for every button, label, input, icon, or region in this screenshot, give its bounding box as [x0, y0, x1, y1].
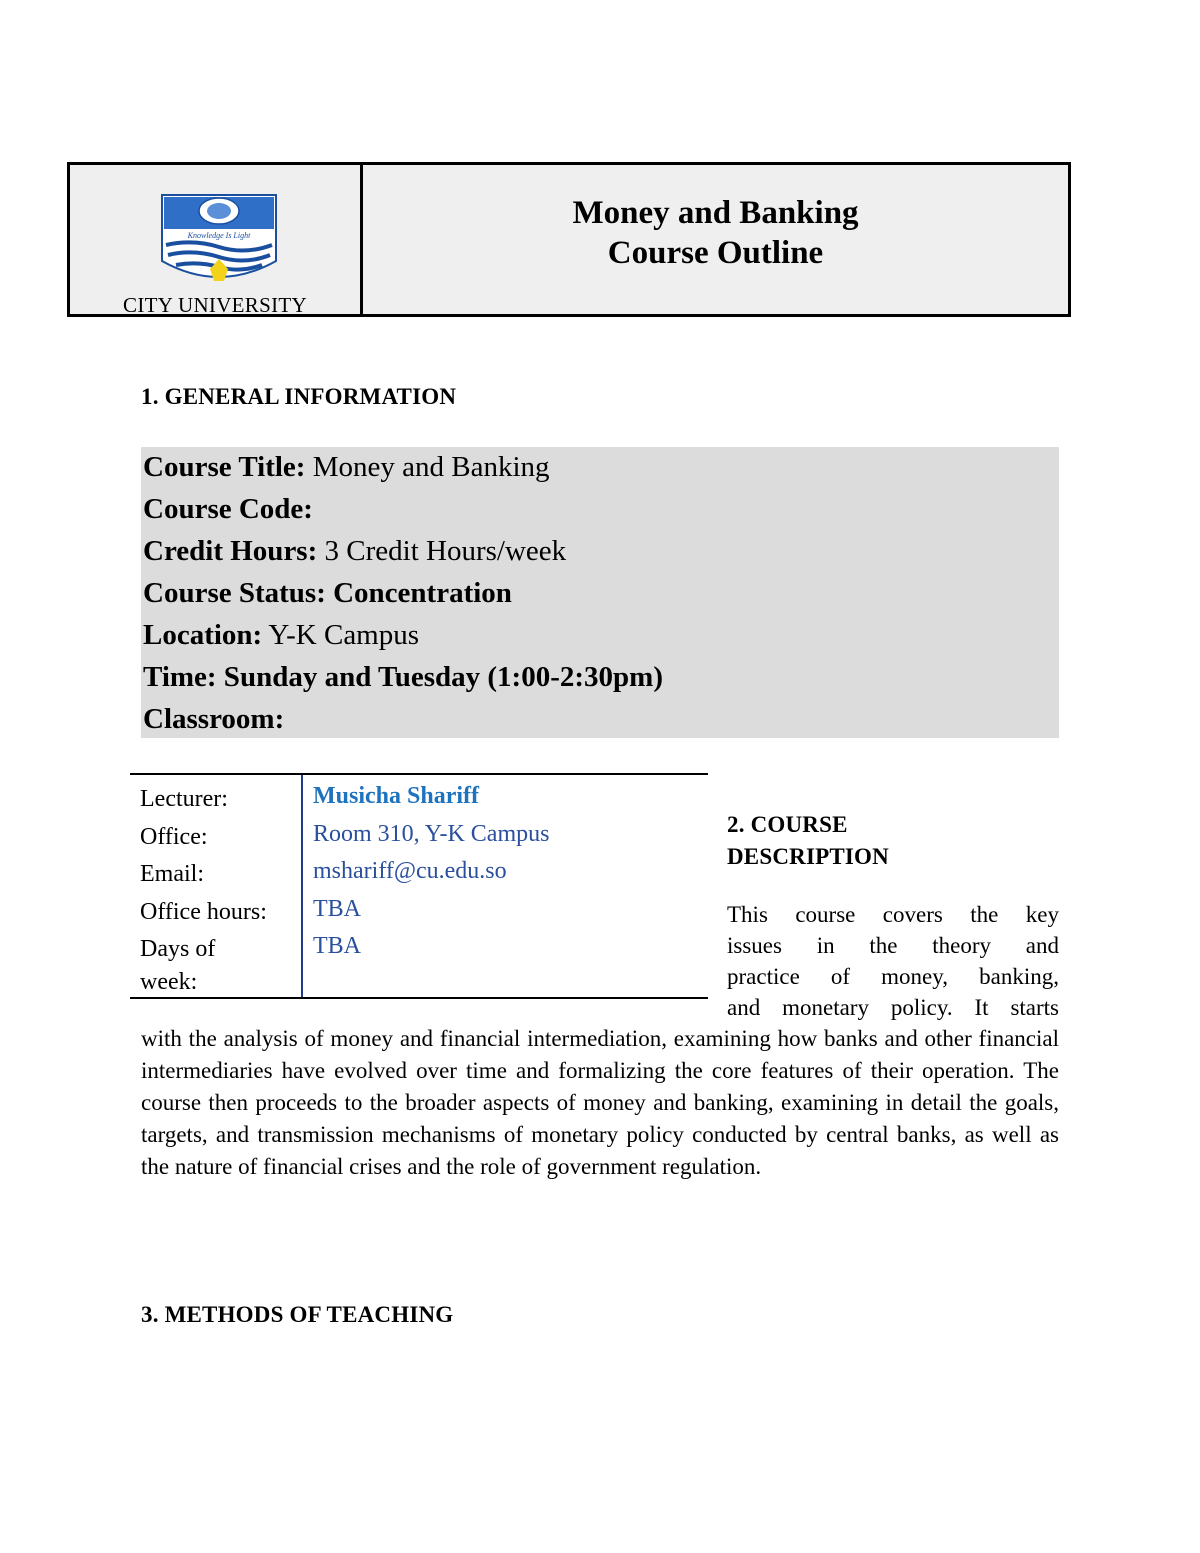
document-title: Money and Banking [572, 195, 859, 231]
info-location: Location: Y-K Campus [143, 619, 420, 651]
info-time: Time: Sunday and Tuesday (1:00-2:30pm) [143, 661, 663, 693]
days-label: Days of week: [140, 936, 216, 995]
section-methods-heading: 3. METHODS OF TEACHING [141, 1302, 454, 1327]
general-info-block [141, 447, 1059, 738]
header-title-cell [363, 165, 1068, 314]
description-line: and monetary policy. It starts [727, 995, 1059, 1020]
university-logo-icon [158, 189, 280, 291]
office-hours-value: TBA [313, 896, 361, 922]
lecturer-name: Musicha Shariff [313, 783, 480, 809]
section-general-heading: 1. GENERAL INFORMATION [141, 384, 457, 409]
office-label: Office: [140, 824, 208, 850]
email-value[interactable]: mshariff@cu.edu.so [313, 858, 507, 884]
info-course-status: Course Status: Concentration [143, 577, 512, 609]
lecturer-table [130, 773, 708, 999]
office-value: Room 310, Y-K Campus [313, 821, 550, 847]
info-credit-hours: Credit Hours: 3 Credit Hours/week [143, 535, 567, 567]
header-logo-cell [70, 165, 363, 317]
logo-motto: Knowledge Is Light [187, 231, 251, 240]
info-classroom: Classroom: [143, 703, 285, 735]
table-divider [301, 775, 303, 997]
header-box [67, 162, 1071, 317]
info-course-code: Course Code: [143, 493, 313, 525]
document-subtitle: Course Outline [607, 235, 824, 271]
section-description-heading: 2. COURSE DESCRIPTION [727, 812, 889, 869]
lecturer-label: Lecturer: [140, 786, 228, 812]
email-label: Email: [140, 861, 204, 887]
info-course-title: Course Title: Money and Banking [143, 451, 550, 483]
university-name: CITY UNIVERSITY [123, 293, 307, 317]
days-value: TBA [313, 933, 361, 959]
description-body: with the analysis of money and financial intermediation, examining how banks and other financial intermediaries have evolved over time and formalizing the core features of their operation. The course then proceeds to the broader aspects of money and banking, examining in detail the goals, targets, and transmission mechanisms of monetary policy conducted by central banks, as well as the nature of financial crises and the role of government regulation. [141, 1026, 1059, 1179]
description-line: This course covers the key [727, 902, 1059, 927]
description-line: issues in the theory and [727, 933, 1059, 958]
description-line: practice of money, banking, [727, 964, 1059, 989]
office-hours-label: Office hours: [140, 899, 267, 925]
